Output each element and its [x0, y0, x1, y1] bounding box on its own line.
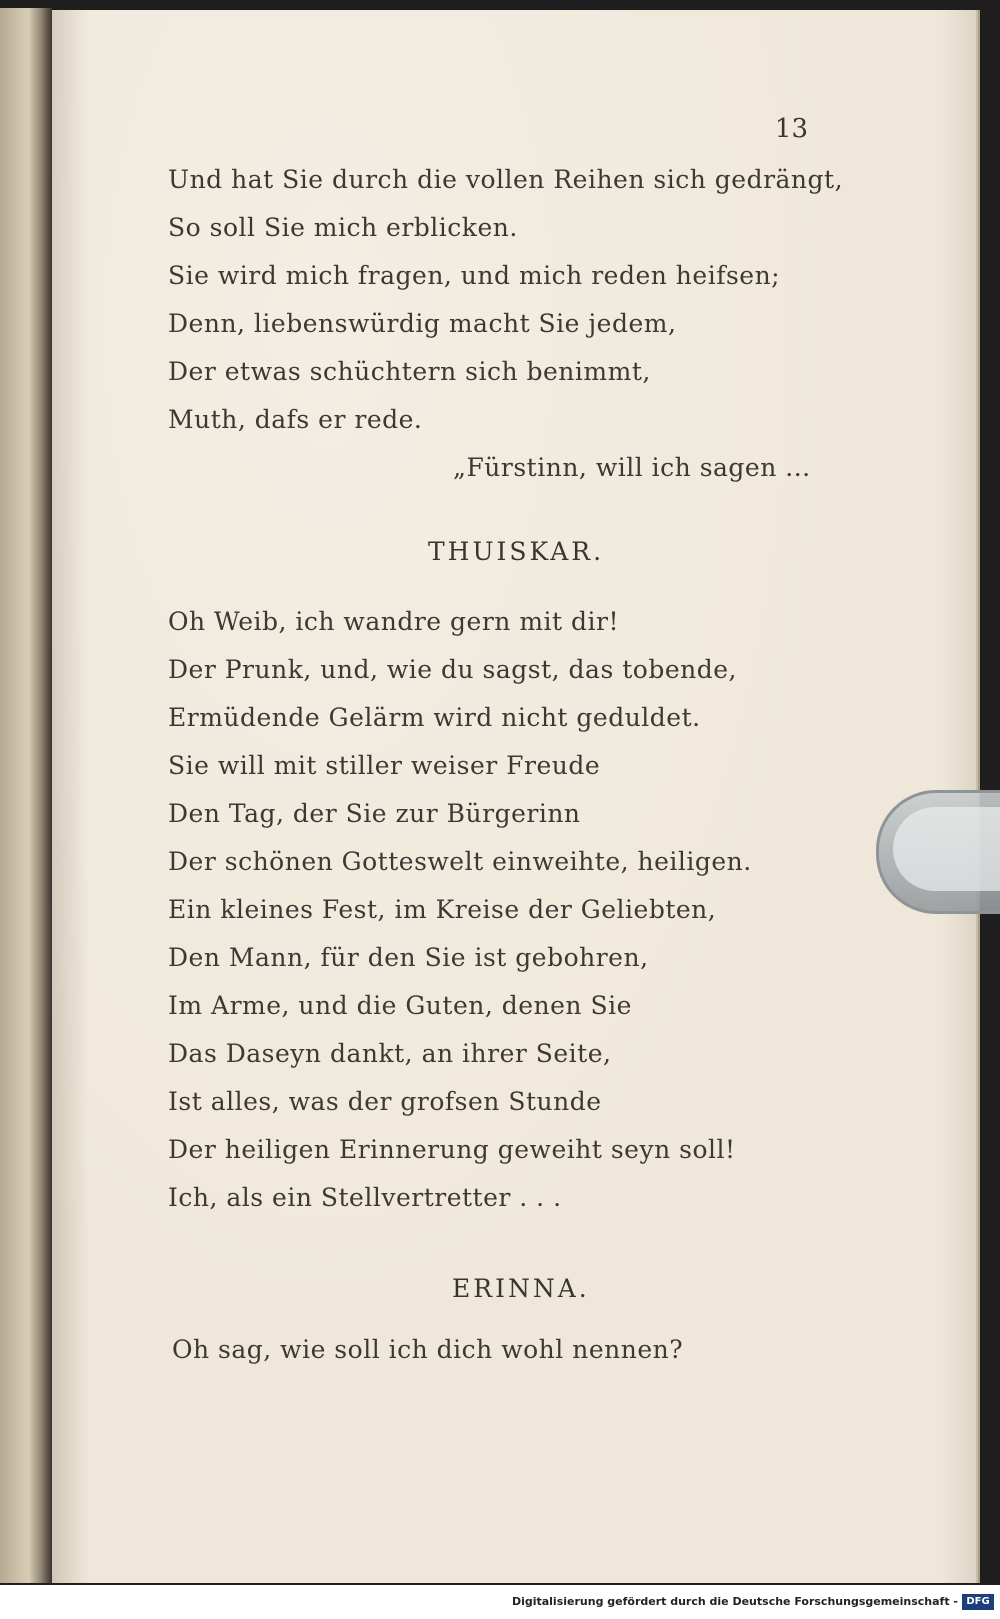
- verse-line: Oh Weib, ich wandre gern mit dir!: [168, 607, 620, 636]
- verse-line: Und hat Sie durch die vollen Reihen sich gedrängt,: [168, 165, 844, 194]
- speaker-name: ERINNA.: [452, 1274, 590, 1303]
- verse-line: Der Prunk, und, wie du sagst, das tobende,: [168, 655, 737, 684]
- verse-line: Der etwas schüchtern sich benimmt,: [168, 357, 651, 386]
- verse-line: Den Mann, für den Sie ist gebohren,: [168, 943, 649, 972]
- speaker-name: THUISKAR.: [428, 537, 605, 566]
- page-number: 13: [774, 114, 808, 144]
- book-page: [52, 10, 976, 1583]
- verse-line: Ich, als ein Stellvertretter . . .: [168, 1183, 562, 1212]
- verse-line: Im Arme, und die Guten, denen Sie: [168, 991, 632, 1020]
- verse-line: Sie will mit stiller weiser Freude: [168, 751, 601, 780]
- verse-line: Ermüdende Gelärm wird nicht geduldet.: [168, 703, 701, 732]
- verse-line: Ein kleines Fest, im Kreise der Geliebten,: [168, 895, 717, 924]
- verse-line: Oh sag, wie soll ich dich wohl nennen?: [172, 1335, 684, 1364]
- verse-line: Muth, dafs er rede.: [168, 405, 423, 434]
- verse-line: Das Daseyn dankt, an ihrer Seite,: [168, 1039, 612, 1068]
- verse-line: So soll Sie mich erblicken.: [168, 213, 518, 242]
- verse-line: Denn, liebenswürdig macht Sie jedem,: [168, 309, 677, 338]
- footer-credit: Digitalisierung gefördert durch die Deutsche Forschungsgemeinschaft -: [511, 1595, 958, 1608]
- footer-bar: [0, 1585, 1000, 1619]
- facing-page-edge: [0, 8, 52, 1583]
- verse-line: Ist alles, was der grofsen Stunde: [168, 1087, 602, 1116]
- verse-line: Der schönen Gotteswelt einweihte, heiligen.: [168, 847, 752, 876]
- verse-line: Sie wird mich fragen, und mich reden heifsen;: [168, 261, 781, 290]
- verse-line: Den Tag, der Sie zur Bürgerinn: [168, 799, 581, 828]
- verse-line: „Fürstinn, will ich sagen ...: [453, 453, 811, 482]
- dfg-logo: DFG: [962, 1594, 994, 1610]
- verse-line: Der heiligen Erinnerung geweiht seyn soll!: [168, 1135, 736, 1164]
- page-clip: [876, 790, 1000, 914]
